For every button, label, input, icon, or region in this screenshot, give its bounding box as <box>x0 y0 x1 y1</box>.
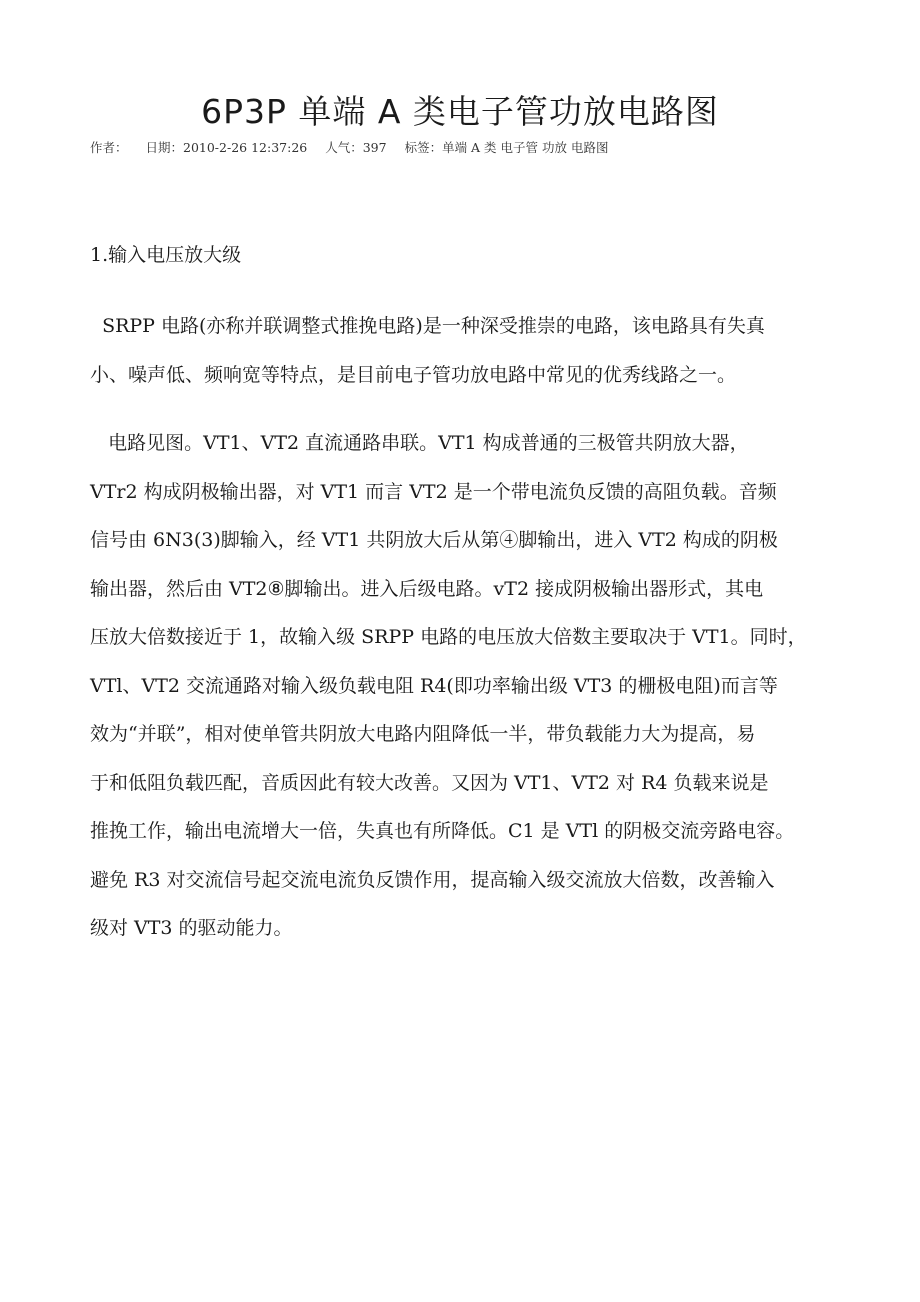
paragraph-line: 于和低阻负载匹配，音质因此有较大改善。又因为 VT1、VT2 对 R4 负载来说是 <box>90 771 769 794</box>
meta-author: 作者： <box>90 140 128 155</box>
meta-views: 人气：397 <box>325 140 387 155</box>
paragraph-line: 效为“并联”，相对使单管共阴放大电路内阻降低一半，带负载能力大为提高，易 <box>90 723 756 745</box>
paragraph-line: 避免 R3 对交流信号起交流电流负反馈作用，提高输入级交流放大倍数，改善输入 <box>90 868 775 891</box>
paragraph-line: 输出器，然后由 VT2⑧脚输出。进入后级电路。vT2 接成阴极输出器形式，其电 <box>90 577 764 600</box>
paragraph-line: 压放大倍数接近于 1，故输入级 SRPP 电路的电压放大倍数主要取决于 VT1。同时， <box>90 626 807 648</box>
article-meta <box>90 138 608 158</box>
paragraph-line: 推挽工作，输出电流增大一倍，失真也有所降低。C1 是 VTl 的阴极交流旁路电容。 <box>90 820 795 842</box>
paragraph <box>90 302 840 399</box>
article-title: 6P3P 单端 A 类电子管功放电路图 <box>201 92 719 131</box>
paragraph <box>90 419 840 953</box>
paragraph-line: VTl、VT2 交流通路对输入级负载电阻 R4(即功率输出级 VT3 的栅极电阻)而言等 <box>90 674 778 697</box>
paragraph-line: 电路见图。VT1、VT2 直流通路串联。VT1 构成普通的三极管共阴放大器， <box>90 432 749 454</box>
paragraph-line: 级对 VT3 的驱动能力。 <box>90 917 293 939</box>
section-heading: 1.输入电压放大级 <box>90 244 242 266</box>
paragraph-line: 小、噪声低、频响宽等特点，是目前电子管功放电路中常见的优秀线路之一。 <box>90 363 737 386</box>
paragraph-line: VTr2 构成阴极输出器，对 VT1 而言 VT2 是一个带电流负反馈的高阻负载。音频 <box>90 480 777 503</box>
paragraph-line: SRPP 电路(亦称并联调整式推挽电路)是一种深受推崇的电路，该电路具有失真 <box>90 315 765 337</box>
meta-tags: 标签：单端 A 类 电子管 功放 电路图 <box>404 140 609 155</box>
meta-date: 日期：2010-2-26 12:37:26 <box>145 140 308 155</box>
paragraph-line: 信号由 6N3(3)脚输入，经 VT1 共阴放大后从第④脚输出，进入 VT2 构成的阴极 <box>90 529 778 551</box>
